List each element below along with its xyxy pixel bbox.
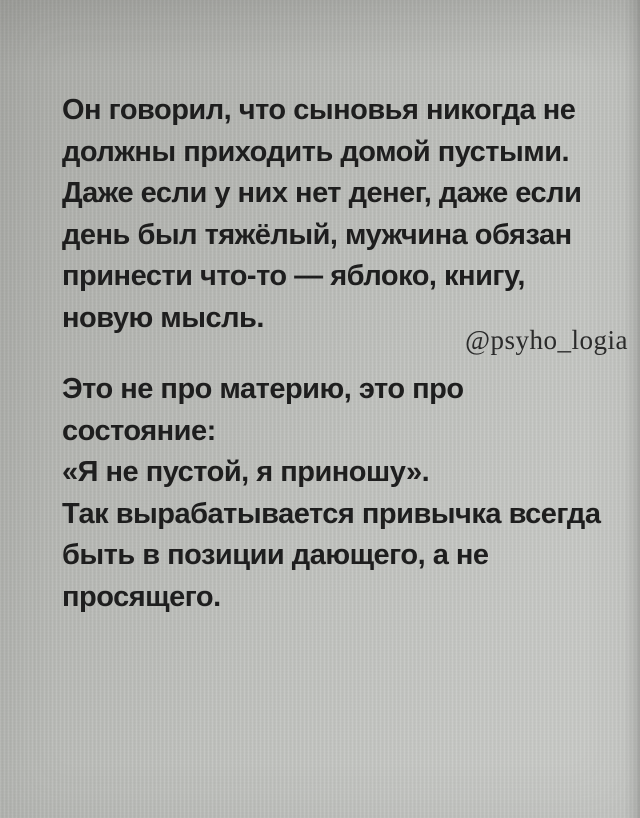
- quote-line: быть в позиции дающего, а не: [62, 539, 489, 571]
- author-watermark: @psyho_logia: [465, 325, 628, 355]
- quote-line: день был тяжёлый, мужчина обязан: [62, 218, 572, 251]
- quote-line: Так вырабатывается привычка всегда: [62, 497, 601, 530]
- quote-line: Он говорил, что сыновья никогда не: [62, 94, 576, 126]
- quote-line: Это не про материю, это про: [62, 373, 464, 405]
- quote-line: просящего.: [62, 580, 221, 613]
- quote-line: Даже если у них нет денег, даже если: [62, 177, 582, 209]
- quote-paragraph-1: [62, 90, 628, 339]
- quote-line: «Я не пустой, я приношу».: [62, 456, 430, 488]
- quote-line: принести что-то — яблоко, книгу,: [62, 260, 525, 292]
- quote-line: новую мысль.: [62, 301, 264, 334]
- quote-paragraph-2: [62, 369, 628, 618]
- quote-line: состояние:: [62, 414, 216, 447]
- quote-line: должны приходить домой пустыми.: [62, 135, 570, 168]
